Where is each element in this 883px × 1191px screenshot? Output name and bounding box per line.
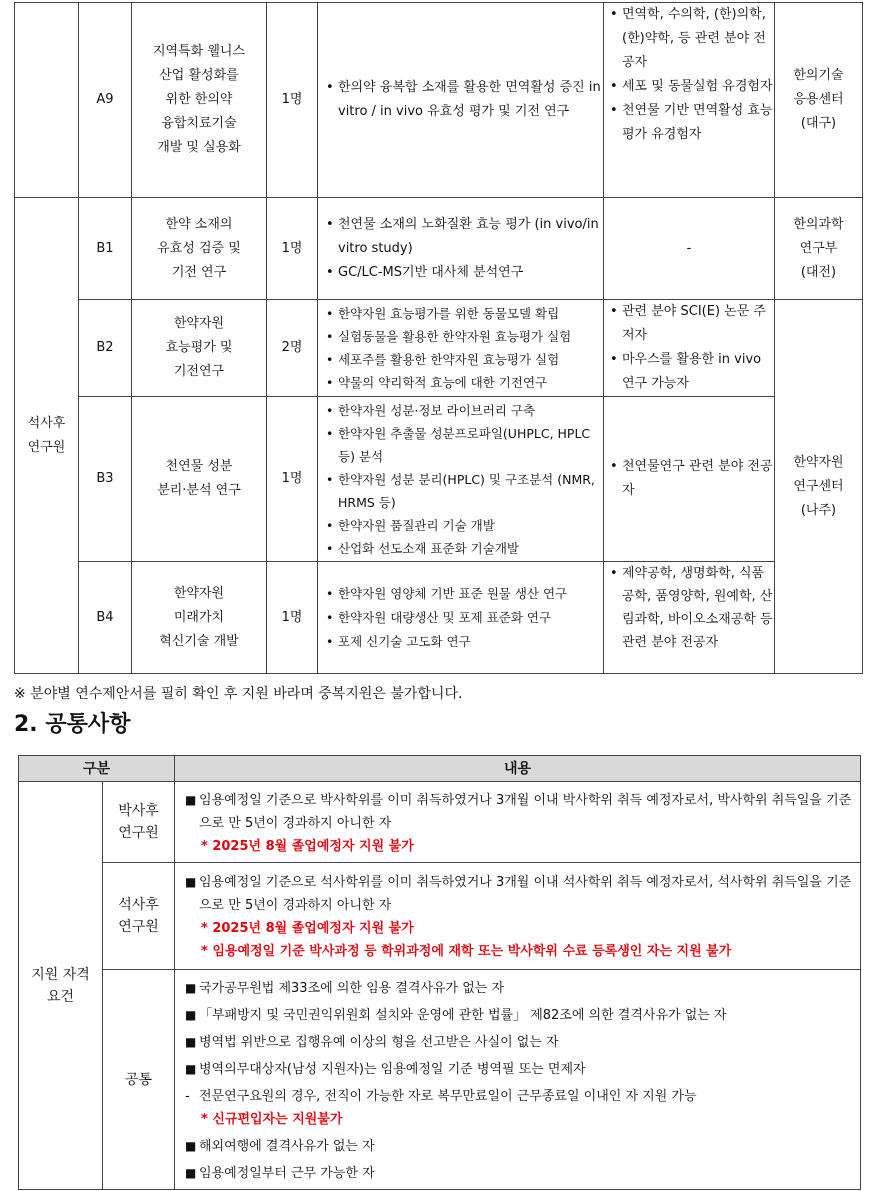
list-item: • 천연물 기반 면역활성 효능 평가 유경험자 [608,99,774,147]
column-header: 구분 [19,756,175,782]
warning-text: * 2025년 8월 졸업예정자 지원 불가 [201,838,414,854]
table-row [15,397,863,562]
list-item: • 세포 및 동물실험 유경험자 [608,75,774,99]
position-code: B3 [79,397,132,562]
section-title: 2. 공통사항 [14,712,131,737]
position-code: B4 [79,562,132,674]
list-item: • 한약자원 효능평가를 위한 동물모델 확립 [324,302,603,325]
warning-text: * 2025년 8월 졸업예정자 지원 불가 [201,921,414,936]
row-content: ■ 임용예정일 기준으로 박사학위를 이미 취득하였거나 3개월 이내 박사학위 취득 예정자로서, 박사학위 취득일을 기준으로 만 5년이 경과하지 아니한 자 * 2025년 8월 졸업예정자 지원 불가 [175,782,861,863]
list-item: ■ 임용예정일부터 근무 가능한 자 [185,1165,375,1181]
department: 한약자원 연구센터 (나주) [775,300,863,674]
row-content: ■ 임용예정일 기준으로 석사학위를 이미 취득하였거나 3개월 이내 석사학위 취득 예정자로서, 석사학위 취득일을 기준으로 만 5년이 경과하지 아니한 자 * 2025년 8월 졸업예정자 지원 불가 * 임용예정일 기준 박사과정 등 학위과정에 재학 또는 박사학위 수료 등록생인 자는 지원 불가 [175,863,861,970]
table-row [15,3,863,198]
list-item: • 관련 분야 SCI(E) 논문 주저자 [608,300,774,348]
position-code: B1 [79,198,132,300]
list-item: • 한약자원 영양체 기반 표준 원물 생산 연구 [324,582,603,606]
position-title: 지역특화 웰니스 산업 활성화를 위한 한의약 융합치료기술 개발 및 실용화 [132,3,267,198]
column-header: 내용 [175,756,861,782]
group-cell [15,3,79,198]
table-row [15,300,863,397]
table-row [15,562,863,674]
table-header-row [19,756,861,782]
list-item: ■ 국가공무원법 제33조에 의한 임용 결격사유가 없는 자 [185,980,505,996]
notice-text: ※ 분야별 연수제안서를 필히 확인 후 지원 바라며 중복지원은 불가합니다. [14,686,463,702]
table-row [15,198,863,300]
list-item: ■ 해외여행에 결격사유가 없는 자 [185,1138,375,1154]
list-item: • 산업화 선도소재 표준화 기술개발 [324,537,603,560]
requirements [604,300,775,397]
list-item: • 면역학, 수의학, (한)의학, (한)약학, 등 관련 분야 전공자 [608,3,774,75]
group-label: 지원 자격요건 [19,782,103,1190]
list-item: • 한약자원 품질관리 기술 개발 [324,514,603,537]
position-count: 1명 [267,562,318,674]
row-label: 공통 [103,970,175,1190]
position-count: 1명 [267,3,318,198]
list-item: • 한약자원 성분·정보 라이브러리 구축 [324,399,603,422]
warning-text: * 신규편입자는 지원불가 [201,1111,343,1127]
list-item: - 전문연구요원의 경우, 전직이 가능한 자로 복무만료일이 근무종료일 이내인 자 지원 가능 [185,1088,697,1104]
list-item: • 한약자원 추출물 성분프로파일(UHPLC, HPLC 등) 분석 [324,422,603,468]
list-item: • 한약자원 성분 분리(HPLC) 및 구조분석 (NMR, HRMS 등) [324,468,603,514]
row-label: 박사후 연구원 [103,782,175,863]
row-label: 석사후 연구원 [103,863,175,970]
common-requirements-table [18,755,861,1190]
list-item: ■ 병역의무대상자(남성 지원자)는 임용예정일 기준 병역필 또는 면제자 [185,1061,586,1077]
position-title: 한약 소재의 유효성 검증 및 기전 연구 [132,198,267,300]
requirements [604,397,775,562]
list-item: • 한의약 융복합 소재를 활용한 면역활성 증진 in vitro / in vivo 유효성 평가 및 기전 연구 [324,76,603,124]
group-label: 석사후 연구원 [15,198,79,674]
list-item: ■ 병역법 위반으로 집행유예 이상의 형을 선고받은 사실이 없는 자 [185,1034,559,1050]
position-code: A9 [79,3,132,198]
warning-text: * 임용예정일 기준 박사과정 등 학위과정에 재학 또는 박사학위 수료 등록생인 자는 지원 불가 [201,944,732,959]
row-content [175,970,861,1190]
position-count: 2명 [267,300,318,397]
position-count: 1명 [267,397,318,562]
position-count: 1명 [267,198,318,300]
list-item: ■ 「부패방지 및 국민권익위원회 설치와 운영에 관한 법률」 제82조에 의한 결격사유가 없는 자 [185,1007,727,1023]
research-content [318,562,604,674]
table-row [19,863,861,970]
list-item: • 실험동물을 활용한 한약자원 효능평가 실험 [324,325,603,348]
list-item: • 한약자원 대량생산 및 포제 표준화 연구 [324,606,603,630]
requirements: - [604,198,775,300]
position-title: 한약자원 미래가치 혁신기술 개발 [132,562,267,674]
list-item: • 포제 신기술 고도화 연구 [324,630,603,654]
requirements [604,562,775,674]
list-item: • 마우스를 활용한 in vivo 연구 가능자 [608,348,774,396]
list-item: • 제약공학, 생명화학, 식품공학, 품영양학, 원예학, 산림과학, 바이오소재공학 등 관련 분야 전공자 [608,562,774,654]
department: 한의과학 연구부 (대전) [775,198,863,300]
department: 한의기술 응용센터 (대구) [775,3,863,198]
list-item: • 천연물연구 관련 분야 전공자 [608,455,774,503]
position-title: 천연물 성분 분리·분석 연구 [132,397,267,562]
list-item: • 약물의 약리학적 효능에 대한 기전연구 [324,371,603,394]
table-row [19,970,861,1190]
table-row [19,782,861,863]
research-content [318,198,604,300]
research-content [318,3,604,198]
list-item: • 천연물 소재의 노화질환 효능 평가 (in vivo/in vitro study) [324,213,603,261]
research-content [318,300,604,397]
position-table [14,2,863,674]
list-item: • GC/LC-MS기반 대사체 분석연구 [324,261,603,285]
position-title: 한약자원 효능평가 및 기전연구 [132,300,267,397]
list-item: • 세포주를 활용한 한약자원 효능평가 실험 [324,348,603,371]
requirements [604,3,775,198]
research-content [318,397,604,562]
position-code: B2 [79,300,132,397]
